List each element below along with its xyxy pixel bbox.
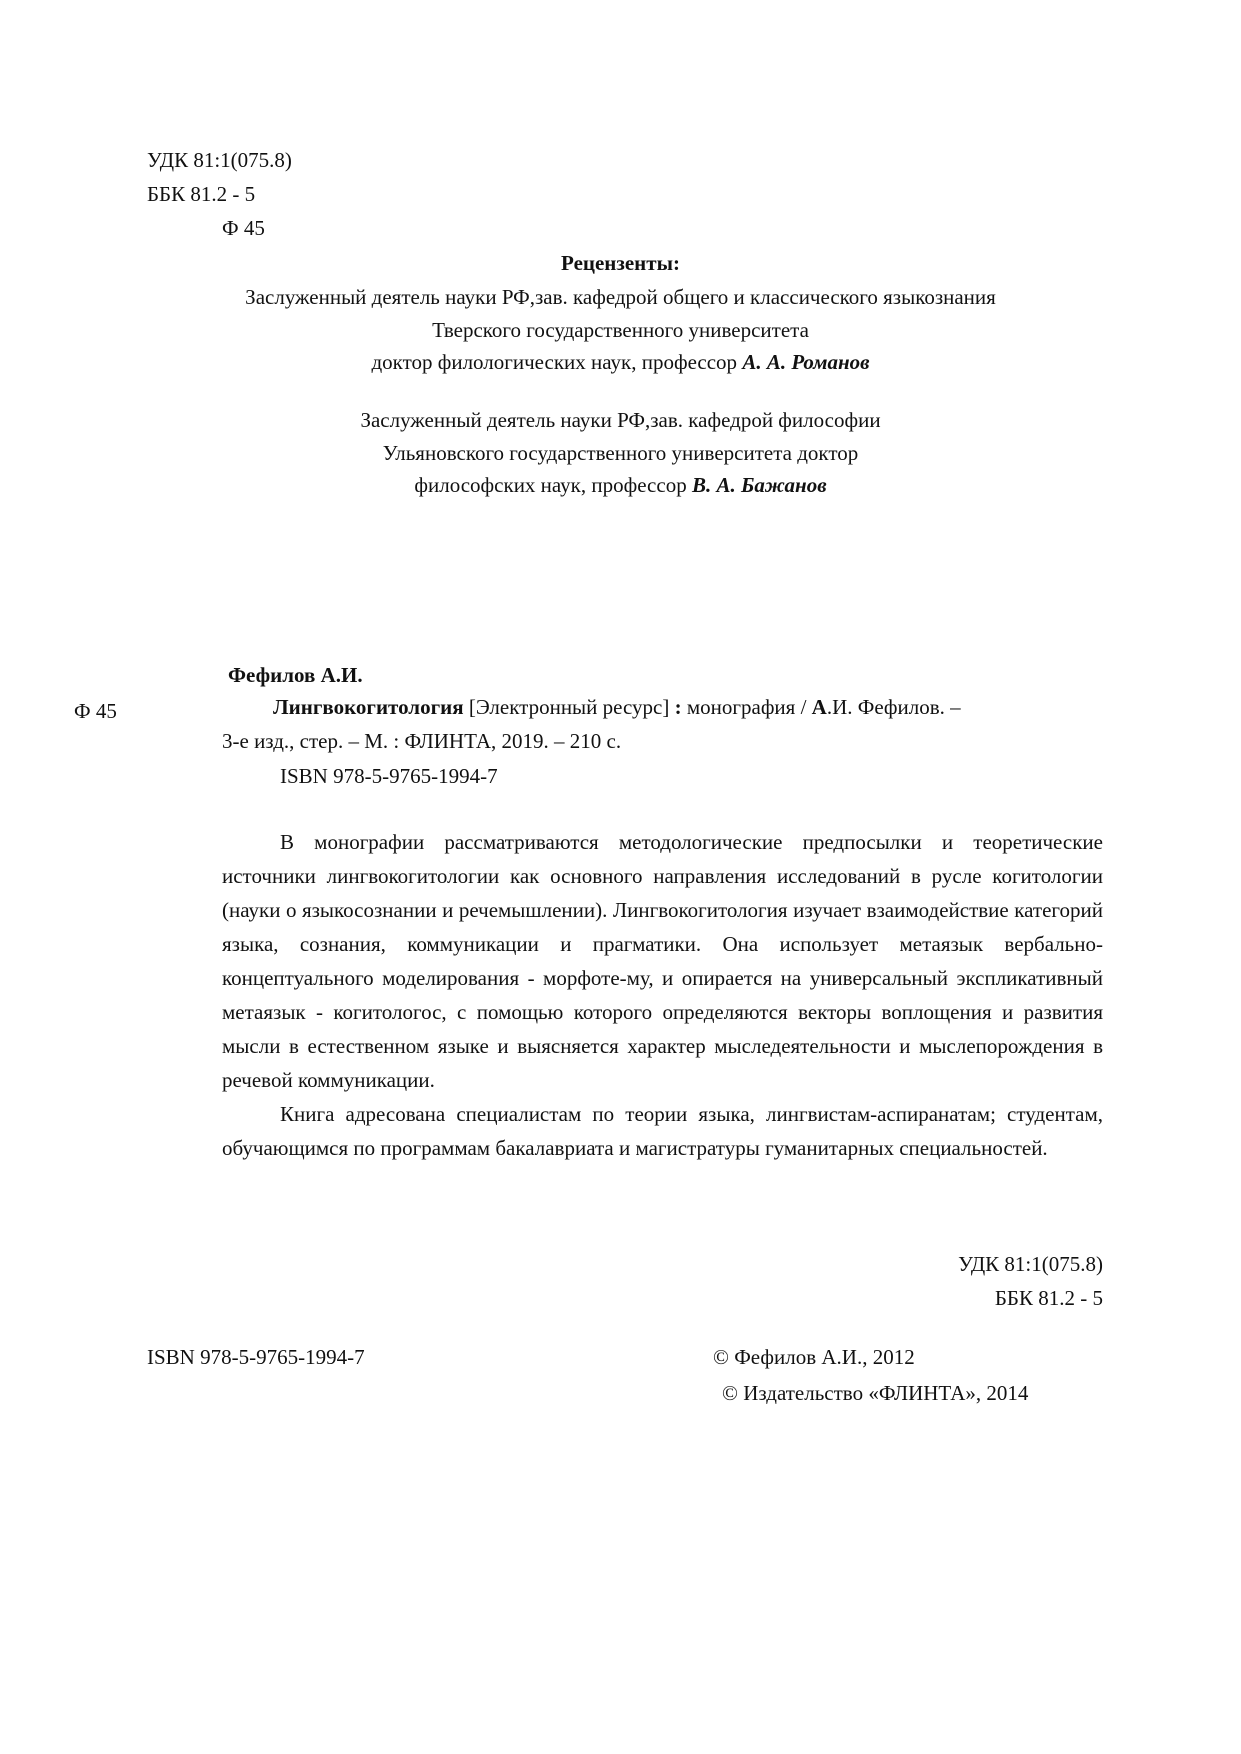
catalog-author: Фефилов А.И. [228, 663, 363, 687]
catalog-colon: : [674, 695, 682, 719]
reviewer-1-line-3 [160, 348, 1081, 376]
catalog-resource-type: [Электронный ресурс] [468, 695, 670, 719]
abstract-paragraph-2: Книга адресована специалистам по теории языка, лингвистам-аспиранатам; студентам, обучающимся по программам бакалавриата и магистратуры гуманитарных специальностей. [222, 1102, 1103, 1160]
reviewer-1-degree: доктор филологических наук, профессор [371, 350, 738, 375]
catalog-title-line [273, 693, 961, 721]
catalog-genre: монография / [686, 695, 807, 719]
udk-code: УДК 81:1(075.8) [147, 148, 292, 172]
reviewer-1-line-2: Тверского государственного университета [432, 317, 809, 342]
reviewer-2-line-1: Заслуженный деятель науки РФ,зав. кафедрой философии [360, 408, 881, 433]
footer-udk-code: УДК 81:1(075.8) [958, 1252, 1103, 1276]
copyright-publisher: © Издательство «ФЛИНТА», 2014 [722, 1381, 1029, 1405]
abstract [222, 825, 1103, 1165]
reviewer-2-name: В. А. Бажанов [691, 473, 827, 498]
catalog-author-initial: А [811, 695, 827, 719]
author-mark-code: Ф 45 [222, 216, 265, 240]
footer-isbn: ISBN 978-5-9765-1994-7 [147, 1345, 365, 1369]
abstract-paragraph-1: В монографии рассматриваются методологические предпосылки и теоретические источники лингвокогитологии как основного направления исследований в русле когитологии (науки о языкосознании и речемышлении). Лингвокогитология изучает взаимодействие категорий языка, сознания, коммуникации и прагматики. Она использует метаязык вербально-концептуального моделирования - морфоте-му, и опирается на универсальный экспликативный метаязык - когитологос, с помощью которого определяются векторы воплощения и развития мысли в естественном языке и выясняется характер мыследеятельности и мыслепорождения в речевой коммуникации. [222, 830, 1103, 1092]
reviewers-block [160, 249, 1081, 499]
bbk-code: ББК 81.2 - 5 [147, 182, 256, 206]
footer-bbk-code: ББК 81.2 - 5 [994, 1286, 1103, 1310]
reviewers-title: Рецензенты: [561, 251, 680, 275]
catalog-responsibility: .И. Фефилов. – [826, 695, 961, 719]
reviewer-2-line-2: Ульяновского государственного университета доктор [382, 440, 859, 465]
reviewer-1-line-1: Заслуженный деятель науки РФ,зав. кафедрой общего и классического языкознания [245, 285, 996, 310]
reviewer-2-degree: философских наук, профессор [414, 473, 687, 498]
catalog-edition-line: 3-е изд., стер. – М. : ФЛИНТА, 2019. – 210 с. [222, 729, 622, 753]
catalog-margin-code: Ф 45 [74, 699, 117, 723]
catalog-isbn: ISBN 978-5-9765-1994-7 [280, 764, 498, 788]
reviewer-1-name: А. А. Романов [742, 350, 870, 375]
catalog-title: Лингвокогитология [273, 695, 464, 719]
copyright-author: © Фефилов А.И., 2012 [713, 1345, 915, 1369]
reviewer-2-line-3 [160, 471, 1081, 499]
